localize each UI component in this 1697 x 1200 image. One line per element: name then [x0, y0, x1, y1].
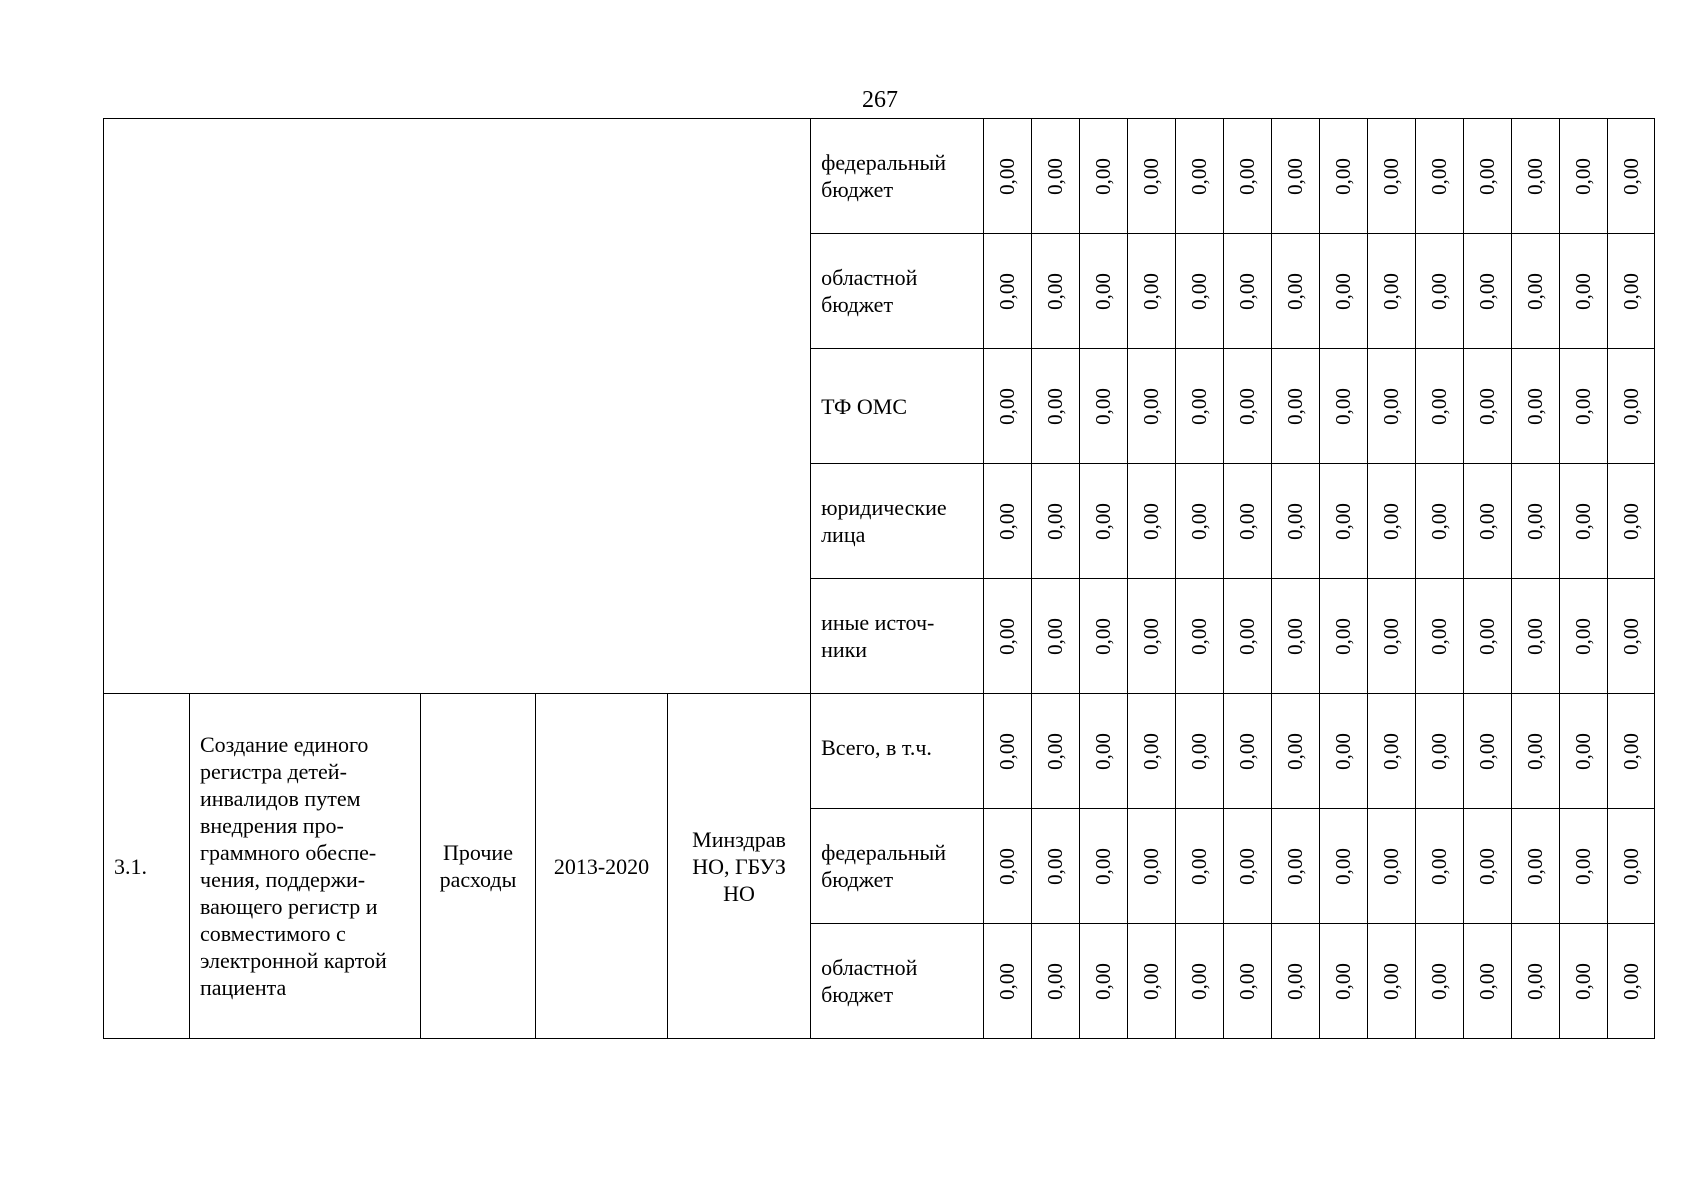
value-text: 0,00 [995, 388, 1020, 425]
value-cell [1224, 809, 1272, 924]
value-text: 0,00 [1091, 733, 1116, 770]
value-text: 0,00 [1091, 963, 1116, 1000]
value-text: 0,00 [1331, 503, 1356, 540]
value-cell [1320, 694, 1368, 809]
value-cell [1464, 924, 1512, 1039]
value-text: 0,00 [1235, 963, 1260, 1000]
value-cell [1080, 694, 1128, 809]
value-text: 0,00 [1523, 273, 1548, 310]
value-cell [1560, 809, 1608, 924]
value-cell [1416, 119, 1464, 234]
value-cell [1368, 809, 1416, 924]
value-text: 0,00 [1139, 963, 1164, 1000]
value-cell [1272, 349, 1320, 464]
value-cell [1464, 349, 1512, 464]
value-cell [1080, 579, 1128, 694]
value-cell [1416, 349, 1464, 464]
value-cell [1128, 924, 1176, 1039]
value-text: 0,00 [1618, 963, 1643, 1000]
value-cell [984, 349, 1032, 464]
value-cell [1464, 809, 1512, 924]
value-cell [984, 234, 1032, 349]
value-text: 0,00 [1475, 273, 1500, 310]
value-cell [1512, 924, 1560, 1039]
executor-cell: Минздрав НО, ГБУЗ НО [668, 694, 811, 1039]
value-text: 0,00 [1187, 963, 1212, 1000]
value-text: 0,00 [1187, 388, 1212, 425]
value-text: 0,00 [1091, 503, 1116, 540]
value-text: 0,00 [1091, 158, 1116, 195]
value-text: 0,00 [1427, 618, 1452, 655]
value-text: 0,00 [1379, 273, 1404, 310]
value-cell [1080, 349, 1128, 464]
value-text: 0,00 [1043, 963, 1068, 1000]
value-cell [1512, 234, 1560, 349]
value-cell [1128, 119, 1176, 234]
value-text: 0,00 [1043, 733, 1068, 770]
value-text: 0,00 [1187, 618, 1212, 655]
value-cell [1224, 464, 1272, 579]
value-text: 0,00 [1379, 388, 1404, 425]
value-text: 0,00 [1571, 848, 1596, 885]
value-cell [1608, 694, 1655, 809]
value-cell [1224, 694, 1272, 809]
value-text: 0,00 [1618, 503, 1643, 540]
value-text: 0,00 [1523, 388, 1548, 425]
value-text: 0,00 [1475, 733, 1500, 770]
value-text: 0,00 [1427, 733, 1452, 770]
value-cell [1080, 924, 1128, 1039]
value-cell [984, 694, 1032, 809]
value-cell [1128, 349, 1176, 464]
value-text: 0,00 [995, 503, 1020, 540]
value-text: 0,00 [1139, 618, 1164, 655]
value-cell [1608, 579, 1655, 694]
value-text: 0,00 [1379, 503, 1404, 540]
value-cell [1320, 809, 1368, 924]
value-text: 0,00 [1331, 848, 1356, 885]
funding-source-cell: юридические лица [811, 464, 984, 579]
funding-source-cell: областной бюджет [811, 234, 984, 349]
value-text: 0,00 [1283, 733, 1308, 770]
value-cell [1224, 349, 1272, 464]
value-text: 0,00 [1283, 503, 1308, 540]
value-cell [1560, 234, 1608, 349]
value-cell [1464, 234, 1512, 349]
value-text: 0,00 [1235, 273, 1260, 310]
value-text: 0,00 [1523, 733, 1548, 770]
value-cell [1272, 809, 1320, 924]
value-text: 0,00 [1331, 733, 1356, 770]
value-text: 0,00 [1139, 733, 1164, 770]
value-text: 0,00 [995, 963, 1020, 1000]
value-cell [1560, 119, 1608, 234]
value-text: 0,00 [1091, 273, 1116, 310]
value-cell [984, 579, 1032, 694]
value-cell [1032, 119, 1080, 234]
value-text: 0,00 [1331, 618, 1356, 655]
value-cell [1032, 924, 1080, 1039]
value-cell [1176, 464, 1224, 579]
value-text: 0,00 [1331, 963, 1356, 1000]
value-text: 0,00 [1283, 963, 1308, 1000]
value-text: 0,00 [1091, 848, 1116, 885]
value-text: 0,00 [1187, 733, 1212, 770]
value-cell [1128, 809, 1176, 924]
value-text: 0,00 [1427, 503, 1452, 540]
value-cell [1368, 579, 1416, 694]
value-cell [1608, 349, 1655, 464]
value-text: 0,00 [1475, 503, 1500, 540]
value-cell [1464, 119, 1512, 234]
value-cell [1176, 694, 1224, 809]
value-text: 0,00 [1379, 848, 1404, 885]
value-cell [1416, 809, 1464, 924]
value-text: 0,00 [1139, 503, 1164, 540]
value-cell [1080, 464, 1128, 579]
value-cell [1464, 579, 1512, 694]
value-text: 0,00 [1427, 273, 1452, 310]
value-text: 0,00 [1091, 388, 1116, 425]
value-text: 0,00 [1043, 158, 1068, 195]
value-text: 0,00 [1379, 158, 1404, 195]
value-cell [1176, 119, 1224, 234]
value-cell [1272, 694, 1320, 809]
value-text: 0,00 [1618, 273, 1643, 310]
funding-source-cell: ТФ ОМС [811, 349, 984, 464]
value-text: 0,00 [1043, 273, 1068, 310]
value-text: 0,00 [1618, 158, 1643, 195]
value-text: 0,00 [1475, 618, 1500, 655]
value-text: 0,00 [1043, 503, 1068, 540]
value-cell [1416, 464, 1464, 579]
value-cell [1560, 579, 1608, 694]
value-cell [1320, 349, 1368, 464]
value-text: 0,00 [1618, 733, 1643, 770]
funding-source-cell: федеральный бюджет [811, 809, 984, 924]
value-text: 0,00 [1379, 618, 1404, 655]
value-cell [1560, 694, 1608, 809]
value-cell [1176, 234, 1224, 349]
value-cell [1560, 349, 1608, 464]
expense-type-cell: Прочие расходы [421, 694, 536, 1039]
value-text: 0,00 [1427, 848, 1452, 885]
value-text: 0,00 [1091, 618, 1116, 655]
value-cell [1512, 349, 1560, 464]
value-text: 0,00 [1283, 273, 1308, 310]
value-cell [1272, 119, 1320, 234]
value-text: 0,00 [1139, 273, 1164, 310]
value-text: 0,00 [1139, 158, 1164, 195]
value-cell [1032, 349, 1080, 464]
value-cell [1320, 119, 1368, 234]
value-cell [1416, 234, 1464, 349]
value-text: 0,00 [995, 618, 1020, 655]
value-cell [1080, 119, 1128, 234]
value-cell [1512, 809, 1560, 924]
value-text: 0,00 [1235, 848, 1260, 885]
value-text: 0,00 [1187, 158, 1212, 195]
value-cell [1128, 234, 1176, 349]
value-cell [1224, 579, 1272, 694]
value-cell [1224, 119, 1272, 234]
value-cell [1176, 924, 1224, 1039]
value-text: 0,00 [1523, 963, 1548, 1000]
value-cell [1608, 809, 1655, 924]
value-text: 0,00 [1523, 848, 1548, 885]
value-text: 0,00 [1523, 158, 1548, 195]
value-text: 0,00 [1618, 848, 1643, 885]
value-cell [1368, 924, 1416, 1039]
value-text: 0,00 [1235, 618, 1260, 655]
value-text: 0,00 [1187, 273, 1212, 310]
value-text: 0,00 [1331, 273, 1356, 310]
value-text: 0,00 [1571, 963, 1596, 1000]
value-text: 0,00 [1427, 388, 1452, 425]
value-text: 0,00 [1571, 733, 1596, 770]
value-text: 0,00 [1331, 158, 1356, 195]
value-cell [984, 464, 1032, 579]
value-text: 0,00 [1475, 158, 1500, 195]
blank-merged-cell [104, 119, 811, 694]
value-text: 0,00 [1043, 388, 1068, 425]
value-text: 0,00 [1523, 618, 1548, 655]
value-cell [1032, 579, 1080, 694]
value-text: 0,00 [1571, 618, 1596, 655]
value-cell [984, 119, 1032, 234]
value-text: 0,00 [1427, 963, 1452, 1000]
value-cell [1560, 464, 1608, 579]
value-cell [1176, 809, 1224, 924]
value-cell [1608, 464, 1655, 579]
period-cell: 2013-2020 [536, 694, 668, 1039]
value-text: 0,00 [1235, 158, 1260, 195]
value-cell [1608, 234, 1655, 349]
value-cell [1272, 579, 1320, 694]
item-index-cell: 3.1. [104, 694, 190, 1039]
value-cell [1368, 464, 1416, 579]
value-cell [1464, 464, 1512, 579]
value-cell [1032, 809, 1080, 924]
item-description-cell: Создание единого регистра детей-инвалидов путем внедрения про-граммного обеспе-чения, поддержи-вающего регистр и совместимого с электронной картой пациента [190, 694, 421, 1039]
value-text: 0,00 [1618, 388, 1643, 425]
value-text: 0,00 [1379, 963, 1404, 1000]
page-number: 267 [862, 87, 898, 113]
value-text: 0,00 [1283, 388, 1308, 425]
value-cell [1320, 579, 1368, 694]
value-cell [1512, 694, 1560, 809]
value-cell [1320, 464, 1368, 579]
value-text: 0,00 [1523, 503, 1548, 540]
value-text: 0,00 [995, 733, 1020, 770]
value-cell [1512, 579, 1560, 694]
value-cell [984, 809, 1032, 924]
value-text: 0,00 [1475, 963, 1500, 1000]
table-row [104, 694, 1655, 809]
value-text: 0,00 [1571, 158, 1596, 195]
funding-source-cell: Всего, в т.ч. [811, 694, 984, 809]
value-cell [1032, 234, 1080, 349]
value-text: 0,00 [1187, 848, 1212, 885]
value-cell [1224, 234, 1272, 349]
value-text: 0,00 [1283, 158, 1308, 195]
value-cell [1416, 924, 1464, 1039]
value-cell [1368, 119, 1416, 234]
value-cell [1080, 809, 1128, 924]
value-cell [1320, 234, 1368, 349]
value-text: 0,00 [1331, 388, 1356, 425]
value-cell [1368, 234, 1416, 349]
value-text: 0,00 [1427, 158, 1452, 195]
value-cell [1416, 579, 1464, 694]
value-text: 0,00 [1043, 618, 1068, 655]
value-cell [1128, 464, 1176, 579]
value-text: 0,00 [1235, 388, 1260, 425]
value-cell [1368, 349, 1416, 464]
funding-source-cell: федеральный бюджет [811, 119, 984, 234]
value-text: 0,00 [1475, 848, 1500, 885]
value-text: 0,00 [1235, 503, 1260, 540]
value-cell [1608, 924, 1655, 1039]
table-row [104, 119, 1655, 234]
value-cell [1416, 694, 1464, 809]
value-cell [1224, 924, 1272, 1039]
value-cell [1512, 464, 1560, 579]
value-text: 0,00 [1283, 618, 1308, 655]
value-cell [1608, 119, 1655, 234]
budget-table [103, 118, 1655, 1039]
value-text: 0,00 [1139, 388, 1164, 425]
value-text: 0,00 [1283, 848, 1308, 885]
value-text: 0,00 [1187, 503, 1212, 540]
value-cell [1272, 924, 1320, 1039]
value-text: 0,00 [995, 158, 1020, 195]
value-cell [1176, 579, 1224, 694]
value-cell [1368, 694, 1416, 809]
value-text: 0,00 [995, 848, 1020, 885]
funding-source-cell: областной бюджет [811, 924, 984, 1039]
value-text: 0,00 [1571, 273, 1596, 310]
value-text: 0,00 [1043, 848, 1068, 885]
value-cell [1128, 579, 1176, 694]
value-cell [1032, 694, 1080, 809]
value-cell [1512, 119, 1560, 234]
value-cell [1128, 694, 1176, 809]
value-cell [1272, 234, 1320, 349]
value-cell [1560, 924, 1608, 1039]
value-cell [984, 924, 1032, 1039]
funding-source-cell: иные источ-ники [811, 579, 984, 694]
value-text: 0,00 [1571, 388, 1596, 425]
value-cell [1176, 349, 1224, 464]
value-text: 0,00 [995, 273, 1020, 310]
value-cell [1464, 694, 1512, 809]
value-text: 0,00 [1139, 848, 1164, 885]
value-cell [1032, 464, 1080, 579]
value-cell [1080, 234, 1128, 349]
value-cell [1272, 464, 1320, 579]
value-text: 0,00 [1379, 733, 1404, 770]
value-cell [1320, 924, 1368, 1039]
value-text: 0,00 [1235, 733, 1260, 770]
value-text: 0,00 [1618, 618, 1643, 655]
value-text: 0,00 [1475, 388, 1500, 425]
value-text: 0,00 [1571, 503, 1596, 540]
